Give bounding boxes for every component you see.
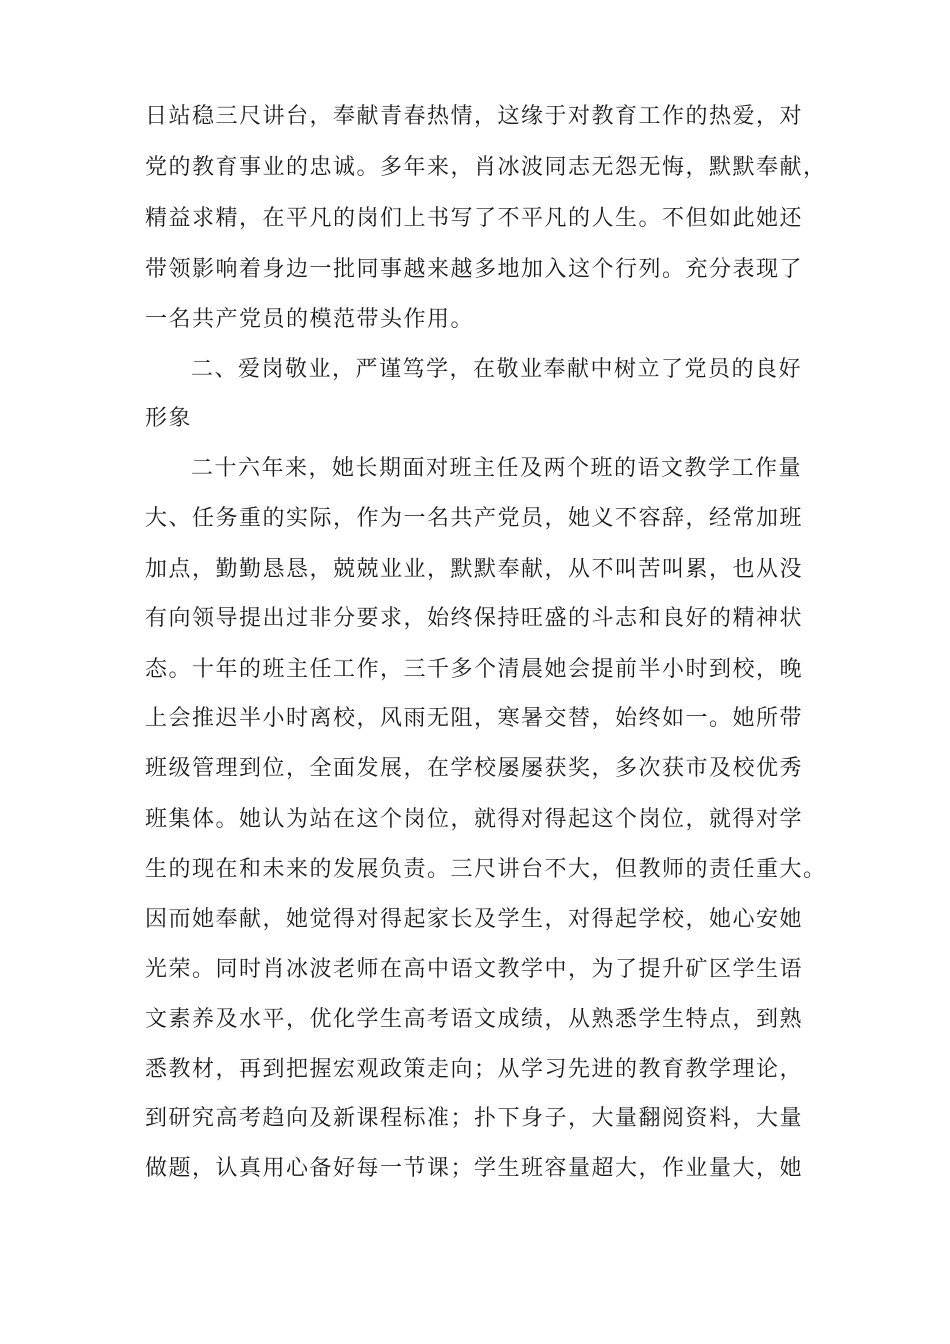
text-line: 精益求精，在平凡的岗们上书写了不平凡的人生。不但如此她还 — [145, 206, 804, 231]
text-line: 带领影响着身边一批同事越来越多地加入这个行列。充分表现了 — [145, 257, 804, 282]
text-line: 有向领导提出过非分要求，始终保持旺盛的斗志和良好的精神状 — [145, 606, 804, 631]
text-line: 上会推迟半小时离校，风雨无阻，寒暑交替，始终如一。她所带 — [145, 706, 804, 731]
section-heading-continued: 形象 — [145, 406, 193, 431]
text-line: 悉教材，再到把握宏观政策走向；从学习先进的教育教学理论， — [145, 1057, 804, 1082]
paragraph-start: 二十六年来，她长期面对班主任及两个班的语文教学工作量 — [191, 456, 803, 481]
text-line: 党的教育事业的忠诚。多年来，肖冰波同志无怨无悔，默默奉献， — [145, 155, 827, 180]
text-line: 做题，认真用心备好每一节课；学生班容量超大，作业量大，她 — [145, 1156, 804, 1181]
text-line: 一名共产党员的模范带头作用。 — [145, 307, 475, 332]
text-line: 到研究高考趋向及新课程标准；扑下身子，大量翻阅资料，大量 — [145, 1106, 804, 1131]
text-line: 生的现在和未来的发展负责。三尺讲台不大，但教师的责任重大。 — [145, 857, 827, 882]
text-line: 因而她奉献，她觉得对得起家长及学生，对得起学校，她心安她 — [145, 907, 804, 932]
text-line: 班级管理到位，全面发展，在学校屡屡获奖，多次获市及校优秀 — [145, 756, 804, 781]
text-line: 加点，勤勤恳恳，兢兢业业，默默奉献，从不叫苦叫累，也从没 — [145, 557, 804, 582]
text-line: 日站稳三尺讲台，奉献青春热情，这缘于对教育工作的热爱，对 — [145, 104, 804, 129]
text-line: 光荣。同时肖冰波老师在高中语文教学中，为了提升矿区学生语 — [145, 957, 804, 982]
text-line: 大、任务重的实际，作为一名共产党员，她义不容辞，经常加班 — [145, 506, 804, 531]
text-line: 文素养及水平，优化学生高考语文成绩，从熟悉学生特点，到熟 — [145, 1007, 804, 1032]
text-line: 态。十年的班主任工作，三千多个清晨她会提前半小时到校，晚 — [145, 657, 804, 682]
section-heading: 二、爱岗敬业，严谨笃学，在敬业奉献中树立了党员的良好 — [191, 357, 803, 382]
text-line: 班集体。她认为站在这个岗位，就得对得起这个岗位，就得对学 — [145, 807, 804, 832]
